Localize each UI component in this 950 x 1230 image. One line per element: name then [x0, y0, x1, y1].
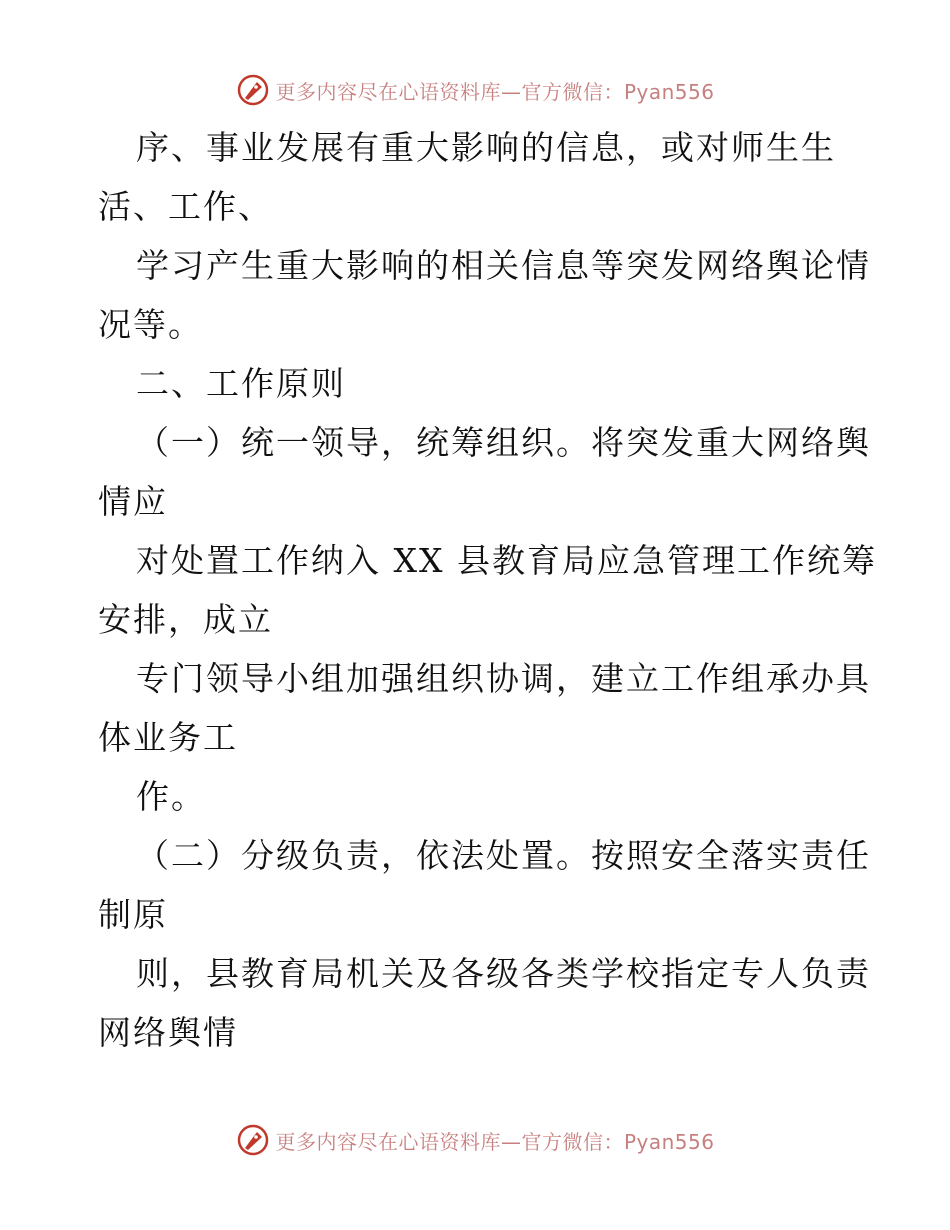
- text-line: 网络舆情: [98, 1013, 238, 1052]
- watermark-text: 更多内容尽在心语资料库—官方微信：Pyan556: [275, 1129, 715, 1154]
- text-line: 对处置工作纳入 XX 县教育局应急管理工作统筹: [136, 541, 877, 580]
- pen-nib-icon: [235, 1122, 271, 1158]
- header-watermark: [0, 70, 950, 110]
- text-line: 专门领导小组加强组织协调，建立工作组承办具: [136, 659, 871, 698]
- document-body: [98, 118, 877, 1062]
- text-line: 安排，成立: [98, 600, 273, 639]
- text-line: 情应: [98, 482, 168, 521]
- pen-nib-icon: [235, 72, 271, 108]
- text-line: （一）统一领导，统筹组织。将突发重大网络舆: [136, 423, 871, 462]
- text-line: 序、事业发展有重大影响的信息，或对师生生: [136, 128, 836, 167]
- text-line: （二）分级负责，依法处置。按照安全落实责任: [136, 836, 871, 875]
- text-line: 体业务工: [98, 718, 238, 757]
- section-heading: 二、工作原则: [136, 364, 346, 403]
- text-line: 则，县教育局机关及各级各类学校指定专人负责: [136, 954, 871, 993]
- footer-watermark: [0, 1120, 950, 1160]
- watermark-text: 更多内容尽在心语资料库—官方微信：Pyan556: [275, 79, 715, 104]
- text-line: 制原: [98, 895, 168, 934]
- text-line: 作。: [136, 777, 206, 816]
- text-line: 活、工作、: [98, 187, 273, 226]
- text-line: 学习产生重大影响的相关信息等突发网络舆论情: [136, 246, 871, 285]
- text-line: 况等。: [98, 305, 203, 344]
